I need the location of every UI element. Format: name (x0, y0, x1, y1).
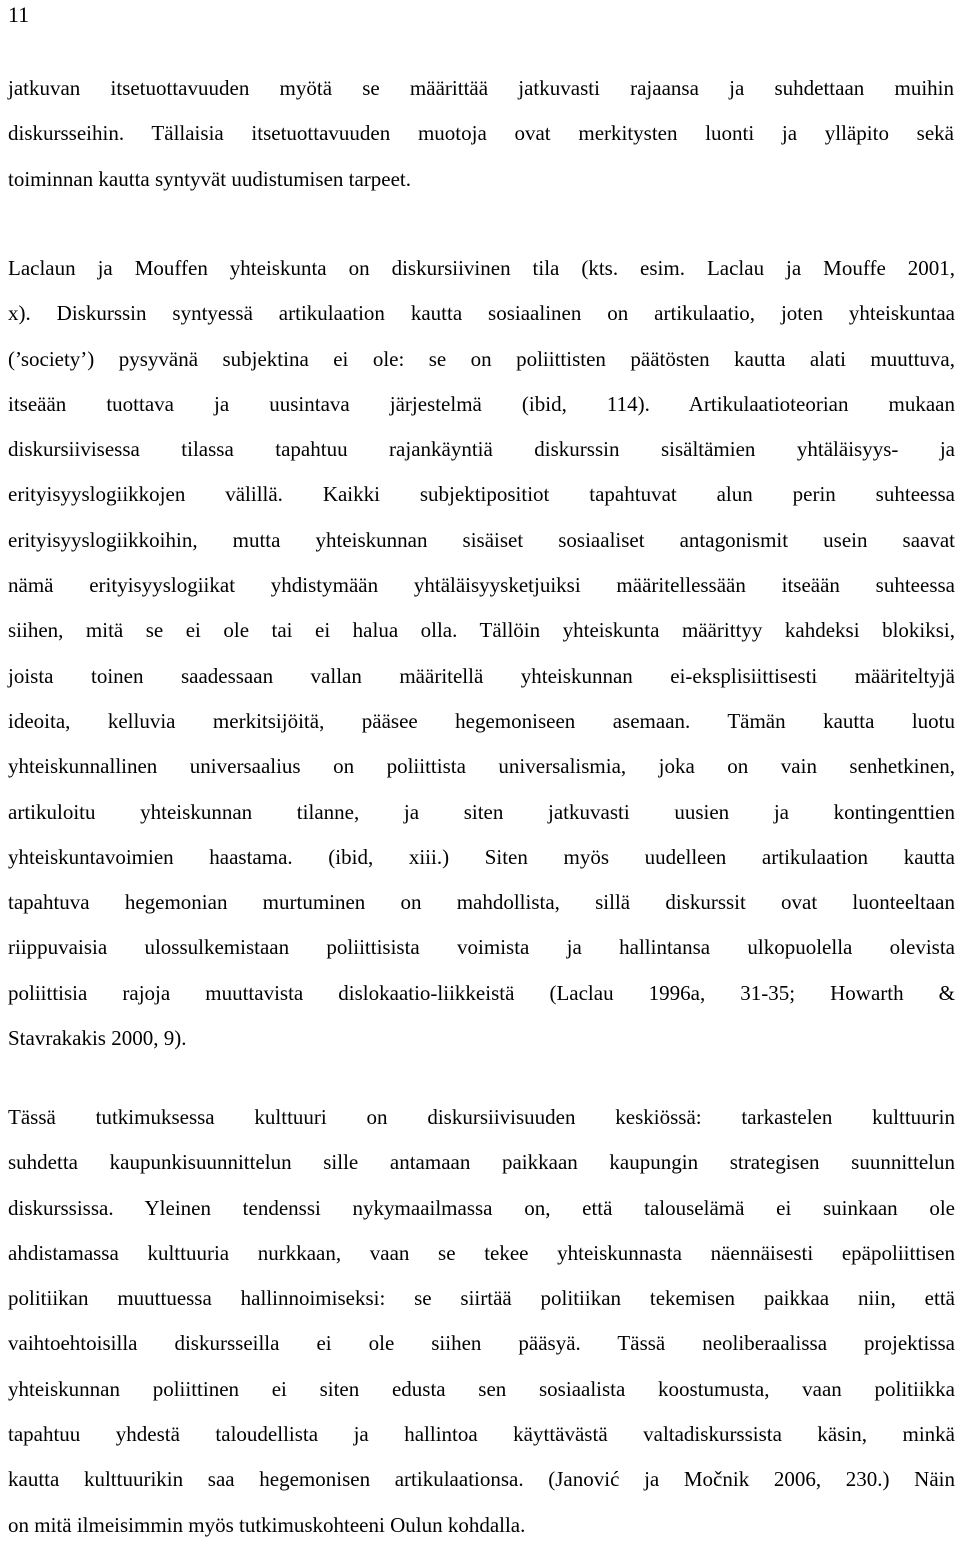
text-line: nämä erityisyyslogiikat yhdistymään yhtäläisyysketjuiksi määritellessään itseään suhteessa (8, 573, 955, 598)
text-line: diskursiivisessa tilassa tapahtuu rajankäyntiä diskurssin sisältämien yhtäläisyys- ja (8, 437, 955, 462)
text-line: siihen, mitä se ei ole tai ei halua olla. Tällöin yhteiskunta määrittyy kahdeksi blokiksi, (8, 618, 955, 643)
text-line: yhteiskunnallinen universaalius on poliittista universalismia, joka on vain senhetkinen, (8, 754, 955, 779)
text-line: erityisyyslogiikkojen välillä. Kaikki subjektipositiot tapahtuvat alun perin suhteessa (8, 482, 955, 507)
text-line: yhteiskunnan poliittinen ei siten edusta sen sosiaalista koostumusta, vaan politiikka (8, 1376, 955, 1401)
text-line: diskurssissa. Yleinen tendenssi nykymaailmassa on, että talouselämä ei suinkaan ole (8, 1195, 955, 1220)
text-line: artikuloitu yhteiskunnan tilanne, ja siten jatkuvasti uusien ja kontingenttien (8, 799, 955, 824)
text-line: kautta kulttuurikin saa hegemonisen artikulaationsa. (Janović ja Močnik 2006, 230.) Näin (8, 1467, 955, 1492)
text-line: poliittisia rajoja muuttavista dislokaatio-liikkeistä (Laclau 1996a, 31-35; Howarth & (8, 980, 955, 1005)
text-line: Laclaun ja Mouffen yhteiskunta on diskursiivinen tila (kts. esim. Laclau ja Mouffe 2001, (8, 256, 955, 280)
text-line: x). Diskurssin syntyessä artikulaation kautta sosiaalinen on artikulaatio, joten yhteiskuntaa (8, 301, 955, 326)
text-line: yhteiskuntavoimien haastama. (ibid, xiii.) Siten myös uudelleen artikulaation kautta (8, 844, 955, 869)
text-line: vaihtoehtoisilla diskursseilla ei ole siihen pääsyä. Tässä neoliberaalissa projektissa (8, 1331, 955, 1356)
text-line: jatkuvan itsetuottavuuden myötä se määrittää jatkuvasti rajaansa ja suhdettaan muihin (8, 76, 954, 100)
text-line: politiikan muuttuessa hallinnoimiseksi: se siirtää politiikan tekemisen paikkaa niin, että (8, 1286, 955, 1311)
text-line: tapahtuu yhdestä taloudellista ja hallintoa käyttävästä valtadiskurssista käsin, minkä (8, 1422, 955, 1447)
text-line: ideoita, kelluvia merkitsijöitä, pääsee hegemoniseen asemaan. Tämän kautta luotu (8, 708, 955, 733)
text-line: Tässä tutkimuksessa kulttuuri on diskursiivisuuden keskiössä: tarkastelen kulttuurin (8, 1105, 955, 1129)
text-line: joista toinen saadessaan vallan määritellä yhteiskunnan ei-eksplisiittisesti määriteltyjä (8, 663, 955, 688)
text-line: itseään tuottava ja uusintava järjestelmä (ibid, 114). Artikulaatioteorian mukaan (8, 391, 955, 416)
page-number: 11 (8, 2, 30, 27)
text-line: on mitä ilmeisimmin myös tutkimuskohteeni Oulun kohdalla. (8, 1512, 526, 1537)
text-line: erityisyyslogiikkoihin, mutta yhteiskunnan sisäiset sosiaaliset antagonismit usein saavat (8, 527, 955, 552)
text-line: Stavrakakis 2000, 9). (8, 1026, 187, 1051)
text-line: diskursseihin. Tällaisia itsetuottavuuden muotoja ovat merkitysten luonti ja ylläpito sekä (8, 121, 954, 146)
text-line: (’society’) pysyvänä subjektina ei ole: se on poliittisten päätösten kautta alati muuttuva, (8, 346, 955, 371)
paragraph-2 (8, 246, 955, 1061)
paragraph-1 (8, 66, 954, 202)
text-line: ahdistamassa kulttuuria nurkkaan, vaan se tekee yhteiskunnasta näennäisesti epäpoliittisen (8, 1240, 955, 1265)
text-line: toiminnan kautta syntyvät uudistumisen tarpeet. (8, 166, 412, 191)
text-line: suhdetta kaupunkisuunnittelun sille antamaan paikkaan kaupungin strategisen suunnittelun (8, 1150, 955, 1175)
text-line: riippuvaisia ulossulkemistaan poliittisista voimista ja hallintansa ulkopuolella olevista (8, 935, 955, 960)
paragraph-3 (8, 1095, 955, 1548)
text-line: tapahtuva hegemonian murtuminen on mahdollista, sillä diskurssit ovat luonteeltaan (8, 890, 955, 915)
